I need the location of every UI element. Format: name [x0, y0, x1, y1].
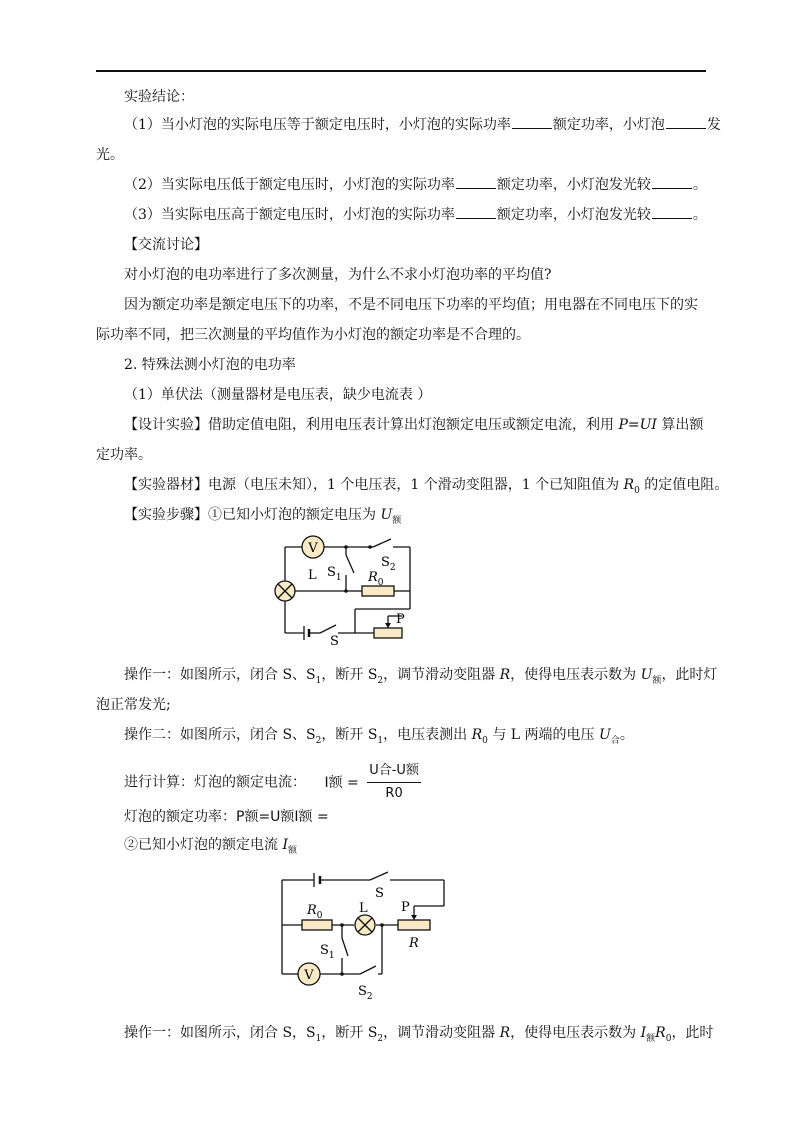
answer-blank[interactable] — [652, 174, 692, 189]
design-line-2: 定功率。 — [96, 447, 152, 463]
operation-3-line: 操作一：如图所示，闭合 S，$S_1$，断开 $S_2$，调节滑动变阻器 R，使得电压表示数为 $I_额R_0$，此时 — [124, 1025, 714, 1044]
switch-s-label: S — [330, 634, 339, 648]
resistor-r0-label: $R_0$ — [307, 903, 323, 921]
switch-s2-label: $S_2$ — [381, 555, 396, 573]
slider-p-label: P — [396, 612, 405, 627]
discussion-answer-2: 际功率不同，把三次测量的平均值作为小灯泡的额定功率是不合理的。 — [96, 327, 530, 343]
conclusion-item-1: （1）当小灯泡的实际电压等于额定电压时，小灯泡的实际功率 额定功率，小灯泡 发 — [96, 114, 734, 136]
answer-blank[interactable] — [456, 174, 496, 189]
equipment-line: 【实验器材】电源（电压未知），1 个电压表，1 个滑动变阻器，1 个已知阻值为 $R_0$ 的定值电阻。 — [124, 477, 729, 496]
operation-2-line: 操作二：如图所示，闭合 S、$S_2$，断开 $S_1$，电压表测出 $R_0$ 与 L 两端的电压 $U_合$。 — [124, 727, 634, 746]
conclusion-item-1-cont: 光。 — [96, 147, 124, 163]
section-title: 2. 特殊法测小灯泡的电功率 — [124, 357, 296, 373]
slider-p-label: P — [401, 900, 410, 915]
switch-s-label: S — [375, 886, 384, 901]
answer-blank[interactable] — [652, 204, 692, 219]
known-current-line: ②已知小灯泡的额定电流 $I_额$ — [124, 837, 297, 856]
subsection-title: （1）单伏法（测量器材是电压表，缺少电流表 ） — [124, 387, 432, 403]
conclusion-heading: 实验结论： — [124, 89, 194, 105]
lamp-label: L — [359, 901, 368, 916]
header-rule — [96, 70, 706, 72]
circuit-diagram-2 — [270, 868, 460, 1006]
resistor-r0-label: $R_0$ — [368, 570, 384, 588]
design-line-1: 【设计实验】借助定值电阻，利用电压表计算出灯泡额定电压或额定电流，利用 P=UI 算出额 — [124, 417, 704, 433]
discussion-question: 对小灯泡的电功率进行了多次测量，为什么不求小灯泡功率的平均值? — [124, 267, 552, 283]
resistor-r-label: R — [409, 936, 419, 951]
operation-1-line-2: 泡正常发光; — [96, 697, 171, 713]
answer-blank[interactable] — [512, 114, 552, 129]
answer-blank[interactable] — [456, 204, 496, 219]
circuit-diagram-1 — [270, 530, 430, 648]
switch-s2-label: $S_2$ — [358, 984, 373, 1002]
calc-line: 进行计算：灯泡的额定电流： I额 = $\frac{\text{U合-U额}}{R0}$ — [96, 760, 734, 805]
discussion-answer-1: 因为额定功率是额定电压下的功率，不是不同电压下功率的平均值；用电器在不同电压下的实 — [124, 297, 698, 313]
operation-1-line-1: 操作一：如图所示，闭合 S、$S_1$，断开 $S_2$，调节滑动变阻器 R，使得电压表示数为 $U_额$，此时灯 — [124, 667, 718, 686]
voltmeter-label: V — [304, 968, 314, 983]
voltmeter-label: V — [308, 541, 318, 556]
conclusion-item-2: （2）当实际电压低于额定电压时，小灯泡的实际功率 额定功率，小灯泡发光较 。 — [96, 174, 734, 196]
answer-blank[interactable] — [666, 114, 706, 129]
steps-line: 【实验步骤】①已知小灯泡的额定电压为 $U_额$ — [124, 507, 402, 526]
power-line: 灯泡的额定功率：P额=U额I额 = — [124, 809, 329, 825]
conclusion-item-3: （3）当实际电压高于额定电压时，小灯泡的实际功率 额定功率，小灯泡发光较 。 — [96, 204, 734, 226]
switch-s1-label: $S_1$ — [320, 943, 335, 961]
lamp-label: L — [308, 568, 317, 583]
fraction: $\frac{\text{U合-U额}}{R0}$ — [367, 760, 421, 805]
discussion-heading: 【交流讨论】 — [124, 237, 208, 253]
switch-s1-label: $S_1$ — [327, 565, 342, 583]
